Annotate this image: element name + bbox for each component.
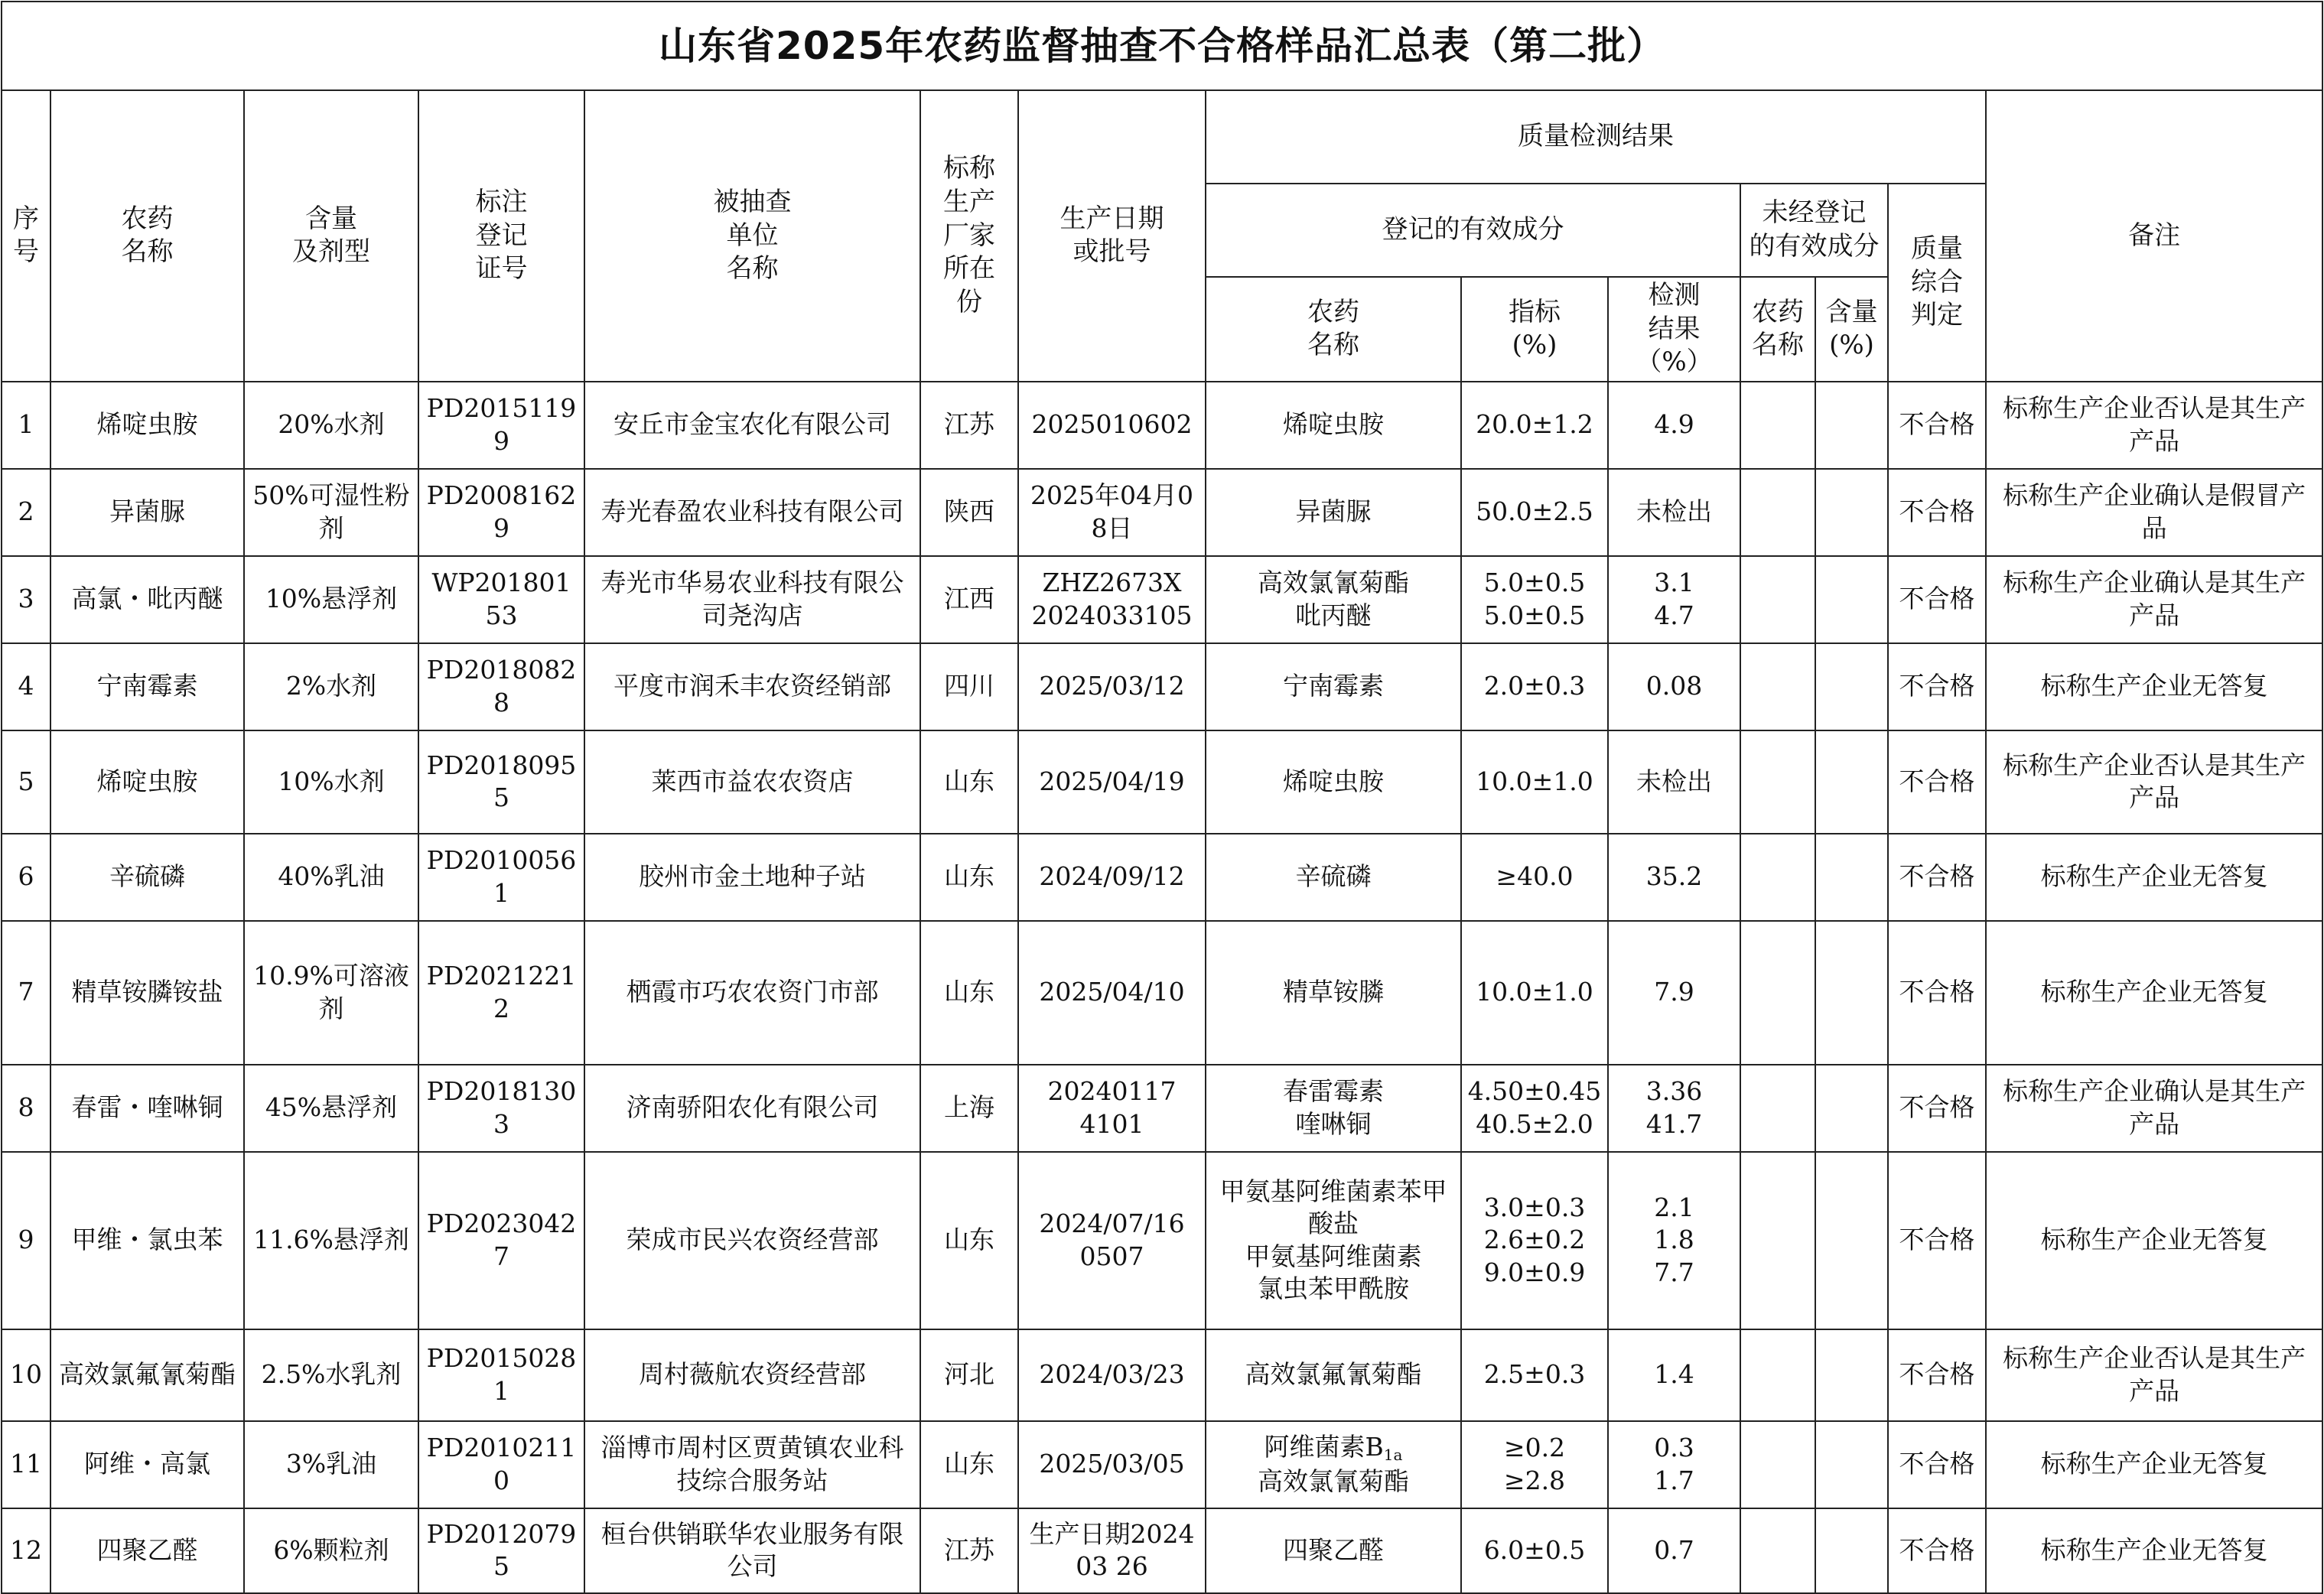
cell-pesticide-name: 阿维・高氯	[50, 1421, 244, 1508]
cell-seq: 5	[2, 730, 50, 834]
cell-remark: 标称生产企业无答复	[1986, 921, 2322, 1065]
cell-detected: 0.7	[1608, 1508, 1740, 1593]
cell-remark: 标称生产企业确认是其生产产品	[1986, 1065, 2322, 1152]
cell-seq: 10	[2, 1329, 50, 1421]
cell-pesticide-name: 烯啶虫胺	[50, 730, 244, 834]
cell-sampled-unit: 胶州市金土地种子站	[584, 834, 920, 921]
cell-judgement: 不合格	[1888, 469, 1986, 556]
cell-judgement: 不合格	[1888, 834, 1986, 921]
cell-date-batch: 2025/04/19	[1018, 730, 1206, 834]
cell-detected: 3.36 41.7	[1608, 1065, 1740, 1152]
table-row	[2, 469, 2322, 556]
cell-remark: 标称生产企业无答复	[1986, 1508, 2322, 1593]
cell-remark: 标称生产企业确认是其生产产品	[1986, 556, 2322, 643]
header-content-form: 含量 及剂型	[244, 90, 418, 382]
cell-remark: 标称生产企业无答复	[1986, 1421, 2322, 1508]
table-row	[2, 556, 2322, 643]
cell-judgement: 不合格	[1888, 1065, 1986, 1152]
cell-unreg-name	[1740, 469, 1815, 556]
cell-detected: 3.1 4.7	[1608, 556, 1740, 643]
cell-pesticide-name: 四聚乙醛	[50, 1508, 244, 1593]
cell-province: 山东	[920, 730, 1018, 834]
cell-reg-no: PD20081629	[418, 469, 584, 556]
cell-ingredient: 四聚乙醛	[1206, 1508, 1461, 1593]
cell-judgement: 不合格	[1888, 1508, 1986, 1593]
cell-province: 河北	[920, 1329, 1018, 1421]
cell-unreg-name	[1740, 1329, 1815, 1421]
cell-index: 20.0±1.2	[1461, 382, 1608, 469]
cell-remark: 标称生产企业否认是其生产产品	[1986, 730, 2322, 834]
cell-judgement: 不合格	[1888, 730, 1986, 834]
cell-content-form: 11.6%悬浮剂	[244, 1152, 418, 1329]
cell-index: ≥40.0	[1461, 834, 1608, 921]
header-pesticide-name: 农药 名称	[50, 90, 244, 382]
cell-index: 50.0±2.5	[1461, 469, 1608, 556]
cell-judgement: 不合格	[1888, 643, 1986, 730]
cell-content-form: 10%水剂	[244, 730, 418, 834]
cell-detected: 2.1 1.8 7.7	[1608, 1152, 1740, 1329]
cell-date-batch: 生产日期2024 03 26	[1018, 1508, 1206, 1593]
cell-index: 4.50±0.45 40.5±2.0	[1461, 1065, 1608, 1152]
cell-index: 10.0±1.0	[1461, 730, 1608, 834]
cell-pesticide-name: 辛硫磷	[50, 834, 244, 921]
header-row-1	[2, 90, 2322, 184]
cell-reg-no: PD20150281	[418, 1329, 584, 1421]
header-detected: 检测 结果 （%）	[1608, 277, 1740, 382]
cell-province: 江苏	[920, 382, 1018, 469]
cell-ingredient: 阿维菌素$B_{1a}$ 高效氯氰菊酯	[1206, 1421, 1461, 1508]
cell-content-form: 10%悬浮剂	[244, 556, 418, 643]
cell-date-batch: 2024/09/12	[1018, 834, 1206, 921]
header-remarks: 备注	[1986, 90, 2322, 382]
cell-unreg-content	[1815, 382, 1888, 469]
cell-index: 10.0±1.0	[1461, 921, 1608, 1065]
cell-content-form: 10.9%可溶液剂	[244, 921, 418, 1065]
cell-judgement: 不合格	[1888, 1152, 1986, 1329]
cell-seq: 2	[2, 469, 50, 556]
cell-date-batch: 2025/04/10	[1018, 921, 1206, 1065]
cell-ingredient: 辛硫磷	[1206, 834, 1461, 921]
cell-ingredient: 甲氨基阿维菌素苯甲酸盐 甲氨基阿维菌素 氯虫苯甲酰胺	[1206, 1152, 1461, 1329]
cell-content-form: 2%水剂	[244, 643, 418, 730]
cell-ingredient: 宁南霉素	[1206, 643, 1461, 730]
header-quality-result: 质量检测结果	[1206, 90, 1986, 184]
cell-pesticide-name: 异菌脲	[50, 469, 244, 556]
cell-detected: 0.3 1.7	[1608, 1421, 1740, 1508]
cell-province: 江苏	[920, 1508, 1018, 1593]
cell-pesticide-name: 甲维・氯虫苯	[50, 1152, 244, 1329]
cell-unreg-name	[1740, 643, 1815, 730]
cell-unreg-name	[1740, 1508, 1815, 1593]
header-date-batch: 生产日期 或批号	[1018, 90, 1206, 382]
cell-reg-no: PD20230427	[418, 1152, 584, 1329]
table-row	[2, 1065, 2322, 1152]
table-title: 山东省2025年农药监督抽查不合格样品汇总表（第二批）	[2, 2, 2322, 90]
cell-index: 6.0±0.5	[1461, 1508, 1608, 1593]
cell-detected: 1.4	[1608, 1329, 1740, 1421]
cell-detected: 35.2	[1608, 834, 1740, 921]
cell-content-form: 40%乳油	[244, 834, 418, 921]
table-row	[2, 730, 2322, 834]
header-sampled-unit: 被抽查 单位 名称	[584, 90, 920, 382]
table-row	[2, 1508, 2322, 1593]
header-index: 指标 (%)	[1461, 277, 1608, 382]
cell-pesticide-name: 宁南霉素	[50, 643, 244, 730]
cell-province: 陕西	[920, 469, 1018, 556]
cell-pesticide-name: 春雷・喹啉铜	[50, 1065, 244, 1152]
cell-unreg-content	[1815, 1329, 1888, 1421]
cell-content-form: 20%水剂	[244, 382, 418, 469]
cell-unreg-content	[1815, 1508, 1888, 1593]
cell-seq: 7	[2, 921, 50, 1065]
cell-date-batch: 20240117 4101	[1018, 1065, 1206, 1152]
cell-unreg-content	[1815, 1421, 1888, 1508]
cell-date-batch: ZHZ2673X 2024033105	[1018, 556, 1206, 643]
cell-unreg-content	[1815, 643, 1888, 730]
cell-pesticide-name: 高氯・吡丙醚	[50, 556, 244, 643]
cell-index: 2.0±0.3	[1461, 643, 1608, 730]
cell-unreg-content	[1815, 556, 1888, 643]
header-unreg-content: 含量 (%)	[1815, 277, 1888, 382]
cell-date-batch: 2025年04月08日	[1018, 469, 1206, 556]
table-row	[2, 1329, 2322, 1421]
cell-unreg-name	[1740, 730, 1815, 834]
cell-unreg-content	[1815, 834, 1888, 921]
cell-unreg-name	[1740, 1152, 1815, 1329]
cell-date-batch: 2025/03/05	[1018, 1421, 1206, 1508]
header-unreg-name: 农药 名称	[1740, 277, 1815, 382]
cell-index: 2.5±0.3	[1461, 1329, 1608, 1421]
cell-unreg-name	[1740, 921, 1815, 1065]
cell-detected: 未检出	[1608, 469, 1740, 556]
cell-judgement: 不合格	[1888, 382, 1986, 469]
cell-reg-no: PD20120795	[418, 1508, 584, 1593]
cell-remark: 标称生产企业无答复	[1986, 643, 2322, 730]
cell-seq: 6	[2, 834, 50, 921]
cell-judgement: 不合格	[1888, 1329, 1986, 1421]
cell-seq: 8	[2, 1065, 50, 1152]
cell-judgement: 不合格	[1888, 921, 1986, 1065]
title-row	[2, 2, 2322, 90]
cell-province: 山东	[920, 1152, 1018, 1329]
cell-province: 江西	[920, 556, 1018, 643]
cell-ingredient: 精草铵膦	[1206, 921, 1461, 1065]
table-row	[2, 382, 2322, 469]
cell-ingredient: 异菌脲	[1206, 469, 1461, 556]
cell-reg-no: PD20100561	[418, 834, 584, 921]
cell-unreg-content	[1815, 730, 1888, 834]
cell-sampled-unit: 平度市润禾丰农资经销部	[584, 643, 920, 730]
cell-sampled-unit: 周村薇航农资经营部	[584, 1329, 920, 1421]
cell-unreg-name	[1740, 556, 1815, 643]
cell-reg-no: WP20180153	[418, 556, 584, 643]
cell-remark: 标称生产企业否认是其生产产品	[1986, 1329, 2322, 1421]
cell-pesticide-name: 精草铵膦铵盐	[50, 921, 244, 1065]
cell-reg-no: PD20212212	[418, 921, 584, 1065]
cell-unreg-name	[1740, 1065, 1815, 1152]
cell-province: 上海	[920, 1065, 1018, 1152]
cell-seq: 1	[2, 382, 50, 469]
cell-unreg-content	[1815, 469, 1888, 556]
cell-seq: 11	[2, 1421, 50, 1508]
summary-table	[1, 1, 2323, 1594]
cell-detected: 7.9	[1608, 921, 1740, 1065]
header-ingredient-name: 农药 名称	[1206, 277, 1461, 382]
cell-unreg-content	[1815, 1065, 1888, 1152]
header-province: 标称 生产 厂家 所在 份	[920, 90, 1018, 382]
cell-sampled-unit: 栖霞市巧农农资门市部	[584, 921, 920, 1065]
cell-sampled-unit: 荣成市民兴农资经营部	[584, 1152, 920, 1329]
cell-sampled-unit: 寿光春盈农业科技有限公司	[584, 469, 920, 556]
cell-index: 3.0±0.3 2.6±0.2 9.0±0.9	[1461, 1152, 1608, 1329]
table-row	[2, 1421, 2322, 1508]
header-overall-judgement: 质量 综合 判定	[1888, 184, 1986, 382]
cell-province: 山东	[920, 921, 1018, 1065]
cell-date-batch: 2024/03/23	[1018, 1329, 1206, 1421]
cell-content-form: 2.5%水乳剂	[244, 1329, 418, 1421]
cell-index: 5.0±0.5 5.0±0.5	[1461, 556, 1608, 643]
table-row	[2, 643, 2322, 730]
cell-reg-no: PD20180955	[418, 730, 584, 834]
header-seq: 序 号	[2, 90, 50, 382]
cell-date-batch: 2024/07/16 0507	[1018, 1152, 1206, 1329]
header-reg-no: 标注 登记 证号	[418, 90, 584, 382]
cell-ingredient: 高效氯氰菊酯 吡丙醚	[1206, 556, 1461, 643]
cell-province: 四川	[920, 643, 1018, 730]
cell-ingredient: 烯啶虫胺	[1206, 730, 1461, 834]
cell-content-form: 6%颗粒剂	[244, 1508, 418, 1593]
cell-content-form: 45%悬浮剂	[244, 1065, 418, 1152]
cell-sampled-unit: 寿光市华易农业科技有限公司尧沟店	[584, 556, 920, 643]
cell-sampled-unit: 淄博市周村区贾黄镇农业科技综合服务站	[584, 1421, 920, 1508]
cell-judgement: 不合格	[1888, 556, 1986, 643]
cell-unreg-content	[1815, 921, 1888, 1065]
cell-sampled-unit: 桓台供销联华农业服务有限公司	[584, 1508, 920, 1593]
cell-unreg-content	[1815, 1152, 1888, 1329]
cell-ingredient: 春雷霉素 喹啉铜	[1206, 1065, 1461, 1152]
cell-index: ≥0.2 ≥2.8	[1461, 1421, 1608, 1508]
cell-reg-no: PD20181303	[418, 1065, 584, 1152]
cell-pesticide-name: 高效氯氟氰菊酯	[50, 1329, 244, 1421]
table-row	[2, 834, 2322, 921]
cell-ingredient: 烯啶虫胺	[1206, 382, 1461, 469]
cell-date-batch: 2025010602	[1018, 382, 1206, 469]
cell-province: 山东	[920, 1421, 1018, 1508]
cell-ingredient: 高效氯氟氰菊酯	[1206, 1329, 1461, 1421]
cell-remark: 标称生产企业否认是其生产产品	[1986, 382, 2322, 469]
cell-seq: 12	[2, 1508, 50, 1593]
table-row	[2, 1152, 2322, 1329]
cell-sampled-unit: 安丘市金宝农化有限公司	[584, 382, 920, 469]
cell-detected: 4.9	[1608, 382, 1740, 469]
cell-seq: 3	[2, 556, 50, 643]
cell-pesticide-name: 烯啶虫胺	[50, 382, 244, 469]
cell-sampled-unit: 济南骄阳农化有限公司	[584, 1065, 920, 1152]
cell-judgement: 不合格	[1888, 1421, 1986, 1508]
cell-seq: 4	[2, 643, 50, 730]
cell-reg-no: PD20151199	[418, 382, 584, 469]
header-registered-ingredients: 登记的有效成分	[1206, 184, 1740, 277]
cell-remark: 标称生产企业无答复	[1986, 834, 2322, 921]
cell-unreg-name	[1740, 834, 1815, 921]
cell-date-batch: 2025/03/12	[1018, 643, 1206, 730]
cell-province: 山东	[920, 834, 1018, 921]
summary-sheet	[0, 1, 2322, 1582]
table-row	[2, 921, 2322, 1065]
cell-content-form: 3%乳油	[244, 1421, 418, 1508]
header-unregistered-ingredients: 未经登记 的有效成分	[1740, 184, 1888, 277]
cell-reg-no: PD20180828	[418, 643, 584, 730]
cell-sampled-unit: 莱西市益农农资店	[584, 730, 920, 834]
cell-seq: 9	[2, 1152, 50, 1329]
cell-content-form: 50%可湿性粉剂	[244, 469, 418, 556]
cell-detected: 未检出	[1608, 730, 1740, 834]
cell-remark: 标称生产企业确认是假冒产品	[1986, 469, 2322, 556]
cell-remark: 标称生产企业无答复	[1986, 1152, 2322, 1329]
cell-unreg-name	[1740, 1421, 1815, 1508]
cell-unreg-name	[1740, 382, 1815, 469]
cell-reg-no: PD20102110	[418, 1421, 584, 1508]
cell-detected: 0.08	[1608, 643, 1740, 730]
